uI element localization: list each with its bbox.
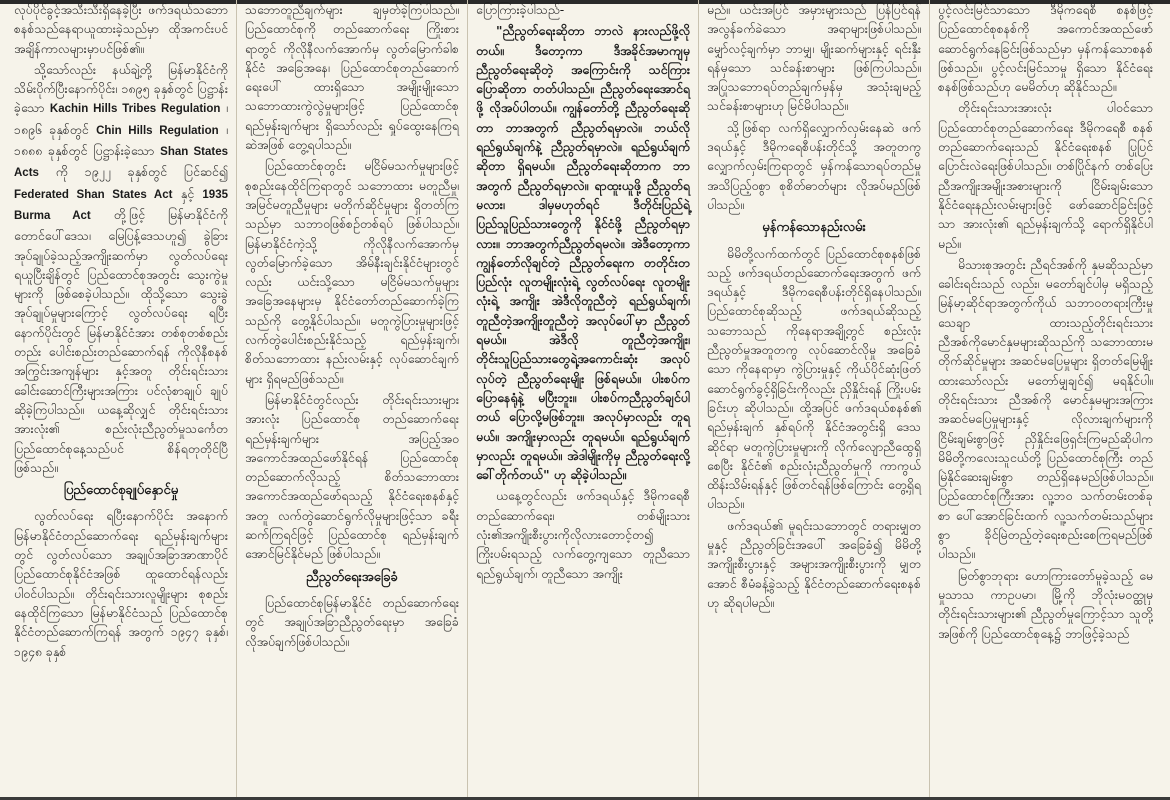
latin-term: Shan States Acts [14, 146, 228, 180]
body-paragraph: ပြည်ထောင်စုတွင်း မငြိမ်မသက်မှုများဖြင့် စုစည်းနေထိုင်ကြရာတွင် သဘောထား မတူညီမှု၊ အမြင်မတူညီမှုများ မတိုက်ဆိုင်မှုများ ရှိတတ်ကြသည်မှာ သဘာဝဖြစ်စဉ်တစ်ရပ် ဖြစ်ပါသည်။ မြန်မာနိုင်ငံကဲ့သို့ ကိုလိုနီလက်အောက်မှ လွတ်မြောက်ခဲ့သော အိမ်နီးချင်းနိုင်ငံများတွင်လည်း ယင်းသို့သော မငြိမ်မသက်မှုများအခြေအနေများမှ နိုင်ငံတော်တည်ဆောက်ခဲ့ကြသည်ကို တွေ့နိုင်ပါသည်။ မတူကွဲပြားမှုများဖြင့် လက်တွဲပေါင်းစည်းနိုင်သည့် ရည်မှန်းချက်၊ စိတ်သဘောထား နည်းလမ်းနှင့် လုပ်ဆောင်ချက်များ ရှိရမည်ဖြစ်သည်။ [245, 158, 459, 386]
body-paragraph: ပြောကြားခဲ့ပါသည်- [476, 2, 565, 17]
quote-paragraph: "ညီညွတ်ရေးဆိုတာ ဘာလဲ နားလည်ဖို့လိုတယ်။ ဒီတော့ကာ ဒီအခိုင်အမာကျမှ ညီညွတ်ရေးဆိုတဲ့ အကြောင်းကို သင်ကြားပြောဆိုတာ တတ်ပါသည်။ ညီညွတ်ရေးအောင်ရဖို့ လိုအပ်ပါတယ်။ ကျွန်တော်တို့ ညီညွတ်ရေးဆိုတာ ဘာအတွက် ညီညွတ်ရမှာလဲ။ ဘယ်လိုရည်ရွယ်ချက်နဲ့ ညီညွတ်ရမှာလဲ။ ရည်ရွယ်ချက်ဆိုတာ ရှိရမယ်။ ညီညွတ်ရေးဆိုတာက ဘာအတွက် ညီညွတ်ရမှာလဲ။ ရာထူးယူဖို့ ညီညွတ်ရမလား၊ ဒါမှမဟုတ်ရင် ဒီတိုင်းပြည်ရဲ့ ပြည်သူပြည်သားတွေကို နိုင်ငံဖို့ ညီညွတ်ရမှာလား။ ဘာအတွက်ညီညွတ်ရမလဲ။ အဲဒီတော့ကာ ကျွန်တော်လိုချင်တဲ့ ညီညွတ်ရေးက တတိုင်းတပြည်လုံး လူတမျိုးလုံးရဲ့ လွတ်လပ်ရေး လူတမျိုးလုံးရဲ့ အကျိုး အဲဒီလိုတူညီတဲ့ ရည်ရွယ်ချက်၊ တူညီတဲ့အကျိုးတူညီတဲ့ အလုပ်ပေါ်မှာ ညီညွတ်ရမယ်။ အဲဒီလို တူညီတဲ့အကျိုး၊ တိုင်းသူပြည်သားတွေရဲ့အကောင်းဆုံး အလုပ်လုပ်တဲ့ ညီညွတ်ရေးမျိုး ဖြစ်ရမယ်။ ပါးစပ်က ပြောနေရုံနဲ့ မပြီးဘူး။ ပါးစပ်ကညီညွတ်ချင်ပါတယ် ပြောလို့မဖြစ်ဘူး။ အလုပ်မှာလည်း တူရမယ်။ အကျိုးမှာလည်း တူရမယ်။ ရည်ရွယ်ချက်မှာလည်း တူရမယ်။ အဲဒါမျိုးကိုမှ ညီညွတ်ရေးလို့ခေါ်တိုက်တယ်" ဟု ဆိုခဲ့ပါသည်။ [476, 23, 690, 483]
latin-term: Federated Shan States Act [14, 188, 173, 201]
body-paragraph: မိမိတို့လက်ထက်တွင် ပြည်ထောင်စုစနစ်ဖြစ်သည့် ဖက်ဒရယ်တည်ဆောက်ရေးအတွက် ဖက်ဒရယ်နှင့် ဒီမိုကရေစီပန်းတိုင်ရှိနေပါသည်။ ပြည်ထောင်စုဆိုသည့် ဖက်ဒရယ်ဆိုသည့်သဘောသည် ကိုနေရာအချို့တွင် စည်းလုံးညီညွတ်မှုအတူတကွ လုပ်ဆောင်လိုမှု အခြေခံသော ကိုနေရာမှာ ကွဲပြားမှုနှင့် ကိုယ်ပိုင်ဆုံးဖြတ်ဆောင်ရွက်ခွင့်ရှိခြင်းကိုလည်း ညှိနှိုင်းရန် ကြိုးပမ်းခြင်းဟု ဆိုပါသည်။ ထို့အပြင် ဖက်ဒရယ်စနစ်၏ ရည်မှန်းချက် နှစ်ရပ်ကို နိုင်ငံအတွင်းရှိ ဒေသဆိုင်ရာ မတူကွဲပြားမှုများကို လိုက်လျောညီထွေရှိစေပြီး နိုင်ငံ၏ စည်းလုံးညီညွတ်မှုကို ကာကွယ်ထိန်းသိမ်းရန်နှင့် ဖြစ်တင်ရန်ဖြစ်ကြောင်း တွေ့ရှိရပါသည်။ [707, 245, 921, 512]
body-paragraph: ဖက်ဒရယ်၏ မူရင်းသဘောတွင် တရားမျှတမှုနှင့် ညီညွတ်ခြင်းအပေါ် အခြေခံ၍ မိမိတို့အကျိုးစီးပွားနှင့် အများအကျိုးစီးပွားကို မျှတအောင် စီမံခန့်ခွဲသည့် နိုင်ငံတည်ဆောက်ရေးစနစ်ဟု ဆိုရပါမည်။ [707, 517, 921, 610]
body-paragraph: လွတ်လပ်ရေး ရပြီးနောက်ပိုင်း အနောက်မြန်မာနိုင်ငံတည်ဆောက်ရေး ရည်မှန်းချက်များတွင် လွတ်လပ်သော အချုပ်အခြာအာဏာပိုင် ပြည်ထောင်စုနိုင်ငံအဖြစ် ထူထောင်ရန်လည်း ပါဝင်ပါသည်။ တိုင်းရင်းသားလူမျိုးများ စုစည်းနေထိုင်ကြသော မြန်မာနိုင်ငံသည် ပြည်ထောင်စုနိုင်ငံတည်ဆောက်ကြရန် အတွက် ၁၉၄၇ ခုနှစ်၊ ၁၉၄၈ ခုနှစ် [14, 508, 228, 659]
article-column-3 [468, 0, 699, 800]
body-paragraph: တိုင်းရင်းသားအားလုံး ပါဝင်သော ပြည်ထောင်စုတည်ဆောက်ရေး ဒီမိုကရေစီ စနစ်တည်ဆောက်ရေးသည် နိုင်ငံရေးစနစ် ပြုပြင်ပြောင်းလဲရေးဖြစ်ပါသည်။ တစ်ပြိုင်နက် တစ်ပြေးညီအကျိုးအမျိုးအစားများကို ငြိမ်းချမ်းသောနိုင်ငံရေးနည်းလမ်းများဖြင့် ဖော်ဆောင်ခြင်းဖြင့်သာ အားလုံး၏ ရည်မှန်းချက်သို့ ရောက်ရှိနိုင်ပါမည်။ [938, 100, 1153, 251]
body-paragraph: လုပ်ပိုင်ခွင့်အသီးသီးရှိနေခဲ့ပြီး ဖက်ဒရယ်သဘော စနစ်သည်နေရာယူထားခဲ့သည်မှာ ထိုအကင်းပင် အချိန်ကာလများမှာပင်ဖြစ်၏။ [14, 2, 228, 56]
body-paragraph: သို့ဖြစ်ရာ လက်ရှိလျှောက်လှမ်းနေဆဲ ဖက်ဒရယ်နှင့် ဒီမိုကရေစီပန်းတိုင်သို့ အတူတကွ လျှောက်လှမ်းကြရာတွင် မှန်ကန်သောရပ်တည်မှုအသိပြည့်ဝစွာ စုစိတ်ဓာတ်များ လိုအပ်မည်ဖြစ်ပါသည်။ [707, 119, 921, 212]
section-heading: ပြည်ထောင်စုချုပ်နှောင်မှု [63, 483, 179, 499]
article-column-5 [930, 0, 1161, 800]
body-paragraph: ပြည်ထောင်စုမြန်မာနိုင်ငံ တည်ဆောက်ရေးတွင် အချုပ်အခြာညီညွတ်ရေးမှာ အခြေခံလိုအပ်ချက်ဖြစ်ပါသည်။ [245, 594, 459, 649]
body-paragraph: ပွင့်လင်းမြင်သာသော ဒီမိုကရေစီ စနစ်ဖြင့် ပြည်ထောင်စုစနစ်ကို အကောင်အထည်ဖော်ဆောင်ရွက်နေခြင်းဖြစ်သည်မှာ မှန်ကန်သောစနစ်ဖြစ်သည်။ ပွင့်လင်းမြင်သာမှု ရှိသော နိုင်ငံရေးစနစ်ဖြစ်သည်ဟု မေမိတ်ဟု ဆိုနိုင်သည်။ [938, 2, 1153, 95]
body-paragraph: ယနေ့တွင်လည်း ဖက်ဒရယ်နှင့် ဒီမိုကရေစီတည်ဆောက်ရေး၊ တစ်မျိုးသားလုံး၏အကျိုးစီးပွားကိုလိုလားတောင့်တ၍ ကြိုးပမ်းရသည့် လက်တွေ့ကျသော တူညီသောရည်ရွယ်ချက်၊ တူညီသော အကျိုး [476, 488, 690, 581]
section-heading: ညီညွတ်ရေးအခြေခံ [306, 569, 398, 585]
body-paragraph: မည်။ ယင်းအပြင် အမှားများသည် ပြန်ပြင်ရန် အလွန်ခက်ခဲသော အရာများဖြစ်ပါသည်။ မျှော်လင့်ချက်မှာ ဘာမျှ၊ မျိုးဆက်များနှင့် ရင်းနှီးရန်မှသော သင်ခန်းစာများ ဖြစ်ကြပါသည်။ အပြုသဘောရပ်တည်ချက်မှန်မှ အသုံးချမည့် သင်ခန်းစာများဟု မြင်မိပါသည်။ [707, 2, 921, 114]
body-paragraph: မိသားစုအတွင်း ညီရင်အစ်ကို နှမဆိုသည်မှာ ခေါင်းရင်းသည် လည်း၊ မတော်ချင်ပါမှ မရှိသည့် မြန်မာ့ဆိုင်ရာအတွက်ကိုယ် သဘာဝတရားကြီးမှုသေချာ ထားသည့်တိုင်းရင်းသားညီအစ်ကိုမောင်နှမများဆိုသည်ကို သဘောထားမတိုက်ဆိုင်မှုများ အဆင်မပြေမှုများ ရှိတတ်မြေမျိုးထားသော်လည်း မတော်မျှချင်၍ မရနိုင်ပါ။ တိုင်းရင်းသား ညီအစ်ကို မောင်နှမများအကြား အဆင်မပြေမှုများနှင့် လိုလားချက်များကို ငြိမ်းချမ်းစွာဖြင့် ညှိနှိုင်းဖြေရှင်းကြမည်ဆိုပါက မိမိတို့ကလေးသူငယ်တို့ ပြည်ထောင်စုကြီး တည်မြဲနိုင်ဆေးချမ်းစွာ တည်ရှိနေမည်ဖြစ်ပါသည်။ ပြည်ထောင်စုကြီးအား လူ့ဘဝ သက်တမ်းတစ်ခုစာ ပေါ်အောင်ခြင်းထက် လူ့သက်တမ်းသည်များစွာ ခိုင်မြဲတည့်တဲ့ရေးစည်းစေကြရမည်ဖြစ်ပါသည်။ [938, 256, 1153, 562]
article-columns [6, 0, 1164, 800]
body-paragraph: မြတ်စွာဘုရား ဟောကြားတော်မူခဲ့သည့် မေမှုသာသ ကာဥပမာ၊ မြို့ကို ဘိုလုံးမဝတ္ထုမှ တိုင်းရင်းသားများ၏ ညီညွတ်မှုကြောင့်သာ သူတို့အဖြစ်ကို ပြည်ထောင်စုနေ့၌ ဘာဖြင့်ခဲ့သည် [938, 567, 1153, 641]
latin-term: Chin Hills Regulation [96, 124, 219, 137]
body-paragraph: မြန်မာနိုင်ငံတွင်လည်း တိုင်းရင်းသားများအားလုံး ပြည်ထောင်စု တည်ဆောက်ရေး ရည်မှန်းချက်များ အပြည့်အဝ အကောင်အထည်ဖော်နိုင်ရန် ပြည်ထောင်စုတည်ဆောက်လိုသည့် စိတ်သဘောထားအကောင်အထည်ဖော်ရသည့် နိုင်ငံရေးစနစ်နှင့် အတူ လက်တွဲဆောင်ရွက်လိုမှုများဖြင့်သာ ခရီးဆက်ကြရင်ဖြင့် ပြည်ထောင်စု ရည်မှန်းချက်အောင်မြင်နိုင်မည် ဖြစ်ပါသည်။ [245, 391, 459, 562]
latin-term: Kachin Hills Tribes Regulation [49, 103, 221, 116]
article-column-2 [237, 0, 468, 800]
article-column-4 [699, 0, 930, 800]
latin-term: 1935 Burma Act [14, 188, 228, 222]
body-paragraph: သို့သော်လည်း နယ်ချဲ့တို့ မြန်မာနိုင်ငံကို သိမ်းပိုက်ပြီးနောက်ပိုင်း၊ ၁၈၉၅ ခုနှစ်တွင် ပြဋ္ဌာန်းခဲ့သော Kachin Hills Tribes Regulation ၊ ၁၈၉၆ ခုနှစ်တွင် Chin Hills Regulation ၊ ၁၈၈၈ ခုနှစ်တွင် ပြဋ္ဌာန်းခဲ့သော Shan States Acts ကို ၁၉၂၂ ခုနှစ်တွင် ပြင်ဆင်၍ Federated Shan States Act နှင့် 1935 Burma Act တို့ဖြင့် မြန်မာနိုင်ငံကို တောင်ပေါ်ဒေသ၊ မြေပြန့်ဒေသဟူ၍ ခွဲခြားအုပ်ချုပ်ခဲ့သည့်အကျိုးဆက်မှာ လွတ်လပ်ရေး ရယူပြီးချိန်တွင် ပြည်ထောင်စုအတွင်း သွေးကွဲမှုများကို ဖြစ်စေခဲ့ပါသည်။ ထိုသို့သော သွေးခွဲ အုပ်ချုပ်မှုများကြောင့် လွတ်လပ်ရေး ရပြီးနောက်ပိုင်းတွင် မြန်မာနိုင်ငံအား တစ်စုတစ်စည်းတည်း ပေါင်းစည်းတည်ဆောက်ရန် ကိုလိုနီစနစ်အကြွင်းအကျန်များ နှင့်အတူ တိုင်းရင်းသားခေါင်းဆောင်ကြီးများအကြား ပင်လုံစာချုပ် ချုပ်ဆိုခဲ့ကြပါသည်။ ယနေ့ဆိုလျှင် တိုင်းရင်းသားအားလုံး၏ စည်းလုံးညီညွတ်မှုသင်္ကေတ ပြည်ထောင်စုနေ့သည်ပင် စိန်ရတုတိုင်ပြီ ဖြစ်သည်။ [14, 61, 228, 475]
body-paragraph: သဘောတူညီချက်များ ချမှတ်ခဲ့ကြပါသည်။ ပြည်ထောင်စုကို တည်ဆောက်ရေး ကြိုးစားရာတွင် ကိုလိုနီလက်အောက်မှ လွတ်မြောက်ခါစ နိုင်ငံ အခြေအနေ၊ ပြည်ထောင်စုတည်ဆောက်ရေးပေါ် ထားရှိသော အမျိုးမျိုးသော သဘောထားကွဲလွဲမှုများဖြင့် ပြည်ထောင်စုရည်မှန်းချက်များ ရှိသော်လည်း ရှုပ်ထွေးနေကြရဆဲအဖြစ် တွေ့ရပါသည်။ [245, 2, 459, 153]
section-heading: မှန်ကန်သောနည်းလမ်း [762, 220, 866, 236]
article-column-1 [6, 0, 237, 800]
